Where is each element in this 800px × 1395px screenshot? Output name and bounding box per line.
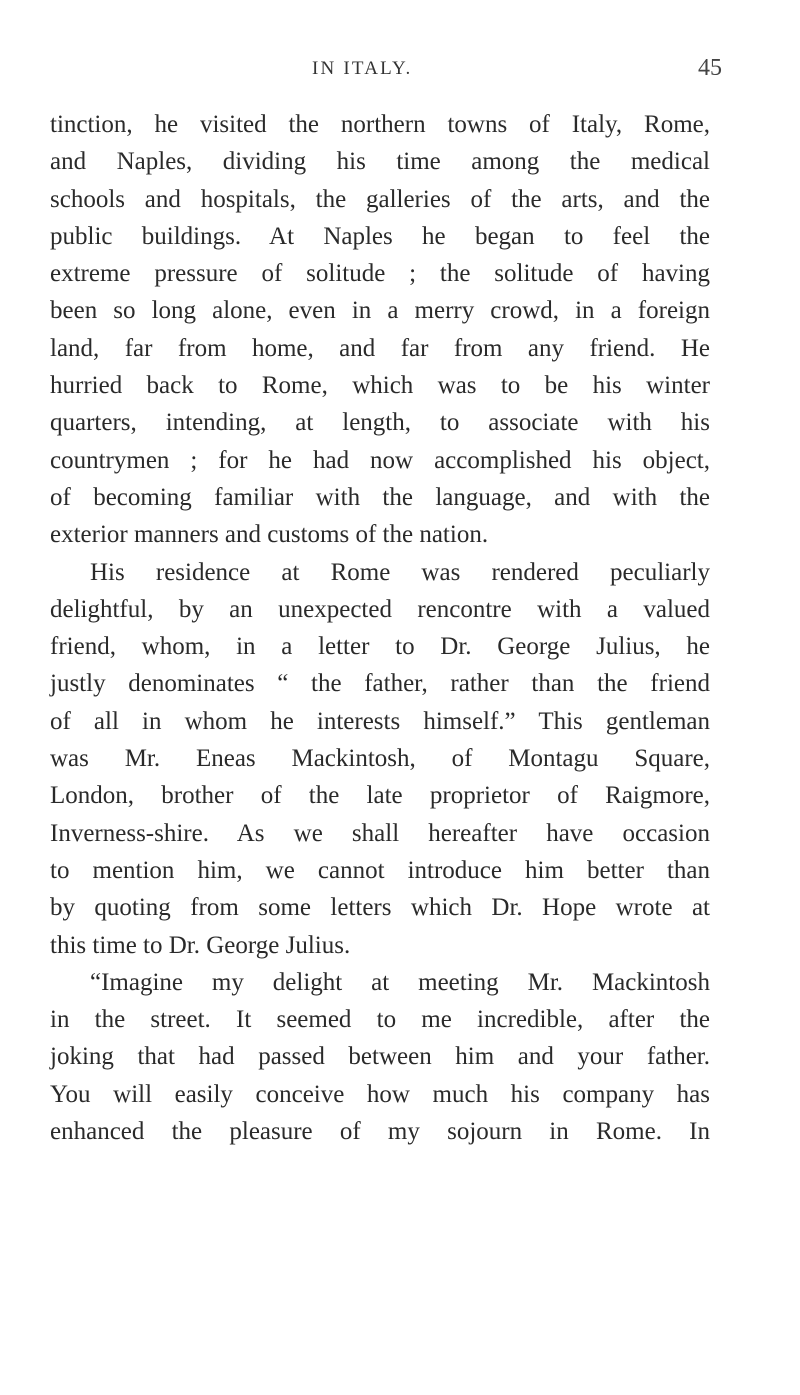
text-line: quarters, intending, at length, to associate with his — [50, 409, 710, 437]
text-line: joking that had passed between him and your father. — [50, 1043, 710, 1071]
running-head — [0, 55, 800, 88]
text-line: to mention him, we cannot introduce him better than — [50, 856, 710, 884]
text-line: His residence at Rome was rendered peculiarly — [90, 558, 710, 586]
text-line: schools and hospitals, the galleries of the arts, and the — [50, 185, 710, 213]
text-line: friend, whom, in a letter to Dr. George Julius, he — [50, 633, 710, 661]
text-line: been so long alone, even in a merry crowd, in a foreign — [50, 297, 710, 325]
text-line: Inverness-shire. As we shall hereafter have occasion — [50, 819, 710, 847]
page-number: 45 — [698, 55, 722, 81]
running-head-title: IN ITALY. — [312, 58, 413, 79]
text-line: enhanced the pleasure of my sojourn in Rome. In — [50, 1118, 710, 1146]
text-line: extreme pressure of solitude ; the solitude of having — [50, 260, 710, 288]
text-line: countrymen ; for he had now accomplished his object, — [50, 446, 710, 474]
text-line: was Mr. Eneas Mackintosh, of Montagu Square, — [50, 745, 710, 773]
text-line: public buildings. At Naples he began to feel the — [50, 222, 710, 250]
text-line: and Naples, dividing his time among the medical — [50, 148, 710, 176]
text-line: of all in whom he interests himself.” This gentleman — [50, 707, 710, 735]
text-line: justly denominates “ the father, rather than the friend — [50, 670, 710, 698]
text-line: by quoting from some letters which Dr. Hope wrote at — [50, 894, 710, 922]
body-text — [50, 106, 710, 1150]
text-line: delightful, by an unexpected rencontre with a valued — [50, 595, 710, 623]
text-line: hurried back to Rome, which was to be his winter — [50, 372, 710, 400]
text-line: land, far from home, and far from any friend. He — [50, 334, 710, 362]
text-line: of becoming familiar with the language, and with the — [50, 483, 710, 511]
text-line: “Imagine my delight at meeting Mr. Mackintosh — [90, 968, 710, 996]
text-line: You will easily conceive how much his company has — [50, 1080, 710, 1108]
text-line: this time to Dr. George Julius. — [50, 931, 351, 959]
text-line: London, brother of the late proprietor of Raigmore, — [50, 782, 710, 810]
text-line: tinction, he visited the northern towns of Italy, Rome, — [50, 111, 710, 138]
text-line: exterior manners and customs of the nation. — [50, 521, 489, 549]
text-line: in the street. It seemed to me incredible, after the — [50, 1006, 710, 1034]
